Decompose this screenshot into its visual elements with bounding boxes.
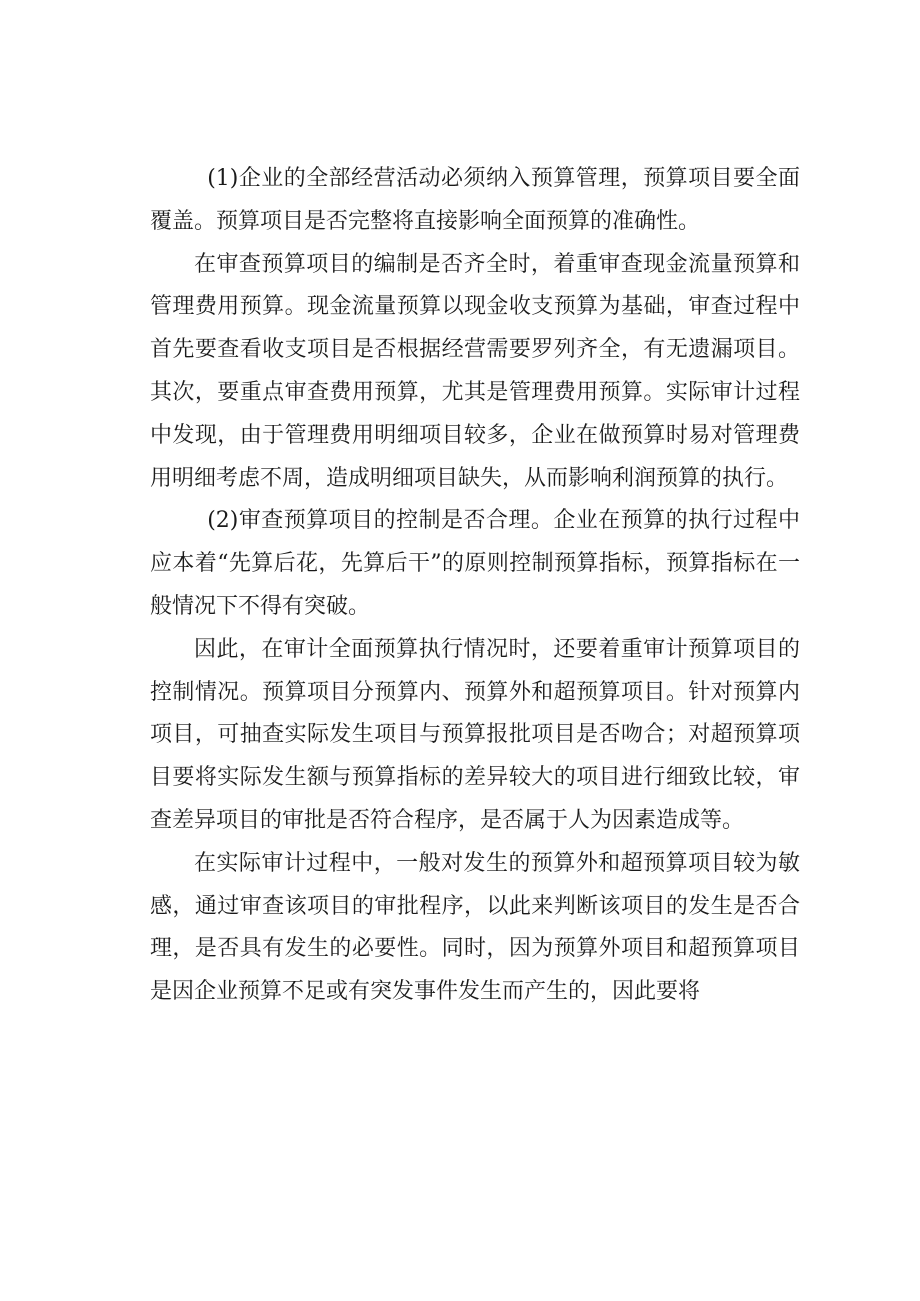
paragraph-5: 在实际审计过程中，一般对发生的预算外和超预算项目较为敏感，通过审查该项目的审批程序，以此来判断该项目的发生是否合理，是否具有发生的必要性。同时，因为预算外项目和超预算项目是因企业预算不足或有突发事件发生而产生的，因此要将	[150, 850, 800, 1005]
paragraph-2: 在审查预算项目的编制是否齐全时，着重审查现金流量预算和管理费用预算。现金流量预算以现金收支预算为基础，审查过程中首先要查看收支项目是否根据经营需要罗列齐全，有无遗漏项目。其次，要重点审查费用预算，尤其是管理费用预算。实际审计过程中发现，由于管理费用明细项目较多，企业在做预算时易对管理费用明细考虑不周，造成明细项目缺失，从而影响利润预算的执行。	[150, 251, 800, 491]
paragraph-1: (1)企业的全部经营活动必须纳入预算管理，预算项目要全面覆盖。预算项目是否完整将直接影响全面预算的准确性。	[150, 166, 800, 234]
document-body	[150, 158, 800, 1014]
paragraph-4: 因此，在审计全面预算执行情况时，还要着重审计预算项目的控制情况。预算项目分预算内、预算外和超预算项目。针对预算内项目，可抽查实际发生项目与预算报批项目是否吻合；对超预算项目要将实际发生额与预算指标的差异较大的项目进行细致比较，审查差异项目的审批是否符合程序，是否属于人为因素造成等。	[150, 636, 800, 833]
paragraph-3: (2)审查预算项目的控制是否合理。企业在预算的执行过程中应本着“先算后花，先算后干”的原则控制预算指标，预算指标在一般情况下不得有突破。	[150, 508, 800, 619]
